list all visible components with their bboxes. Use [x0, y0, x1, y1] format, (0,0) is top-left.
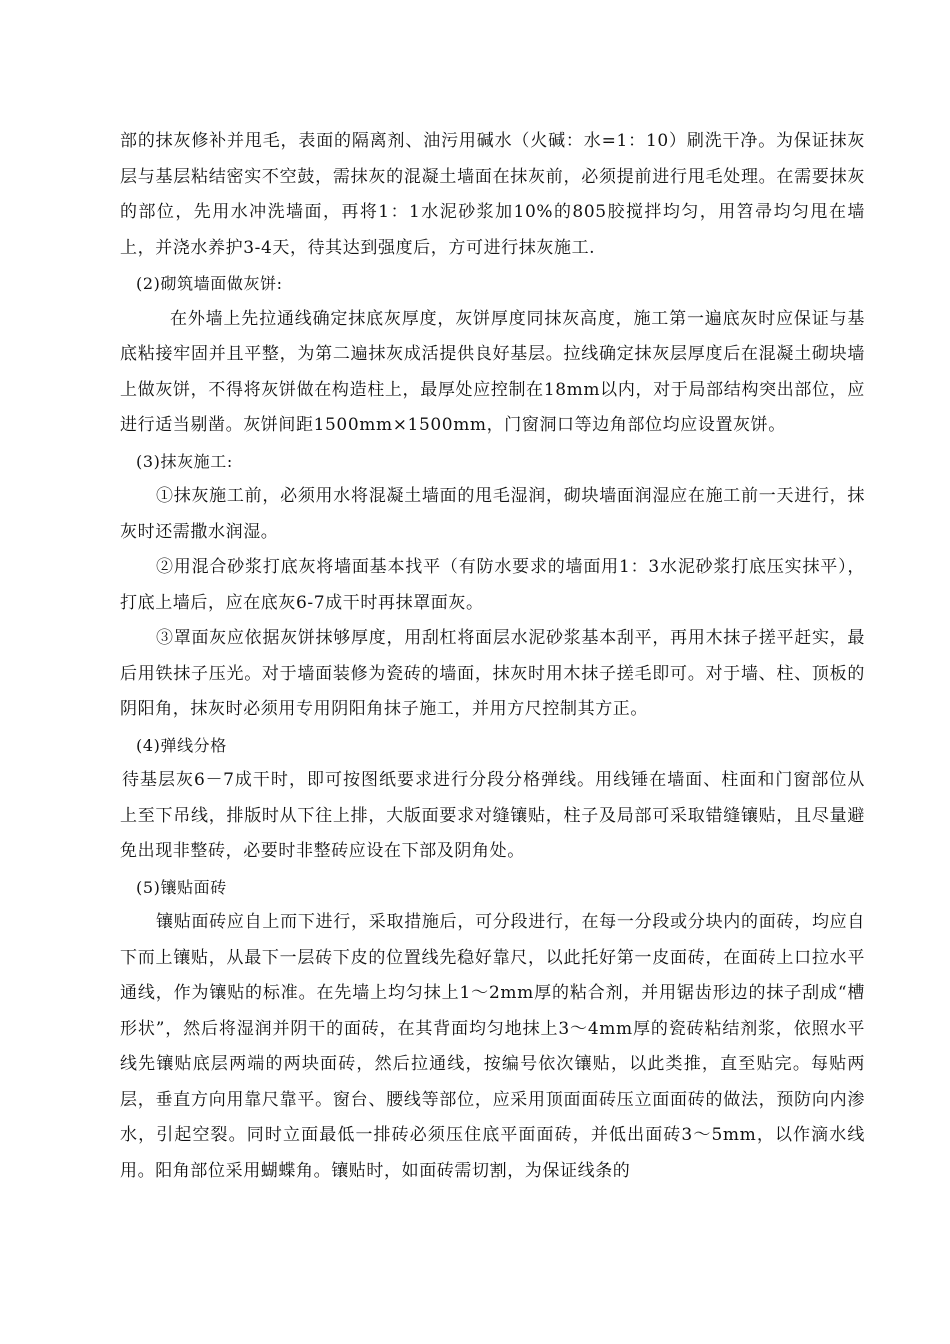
paragraph-line-marking: 待基层灰6－7成干时，即可按图纸要求进行分段分格弹线。用线锤在墙面、柱面和门窗部位从上至下吊线，排版时从下往上排，大版面要求对缝镶贴，柱子及局部可采取错缝镶贴，且尽量避免出现非整砖，必要时非整砖应设在下部及阴角处。	[120, 770, 865, 861]
paragraph-plastering-step-2: ②用混合砂浆打底灰将墙面基本找平（有防水要求的墙面用1：3水泥砂浆打底压实抹平），打底上墙后，应在底灰6-7成干时再抹罩面灰。	[120, 557, 865, 613]
heading-2-plaster-cakes: (2)砌筑墙面做灰饼:	[136, 274, 283, 293]
document-body	[120, 124, 865, 1189]
paragraph-plastering-step-1: ①抹灰施工前，必须用水将混凝土墙面的甩毛湿润，砌块墙面润湿应在施工前一天进行，抹灰时还需撒水润湿。	[120, 486, 865, 542]
heading-4-line-marking: (4)弹线分格	[136, 735, 227, 755]
heading-3-plastering: (3)抹灰施工:	[136, 451, 233, 471]
paragraph-plaster-cakes: 在外墙上先拉通线确定抹底灰厚度，灰饼厚度同抹灰高度，施工第一遍底灰时应保证与基底粘接牢固并且平整，为第二遍抹灰成活提供良好基层。拉线确定抹灰层厚度后在混凝土砌块墙上做灰饼，不得将灰饼做在构造柱上，最厚处应控制在18mm以内，对于局部结构突出部位，应进行适当剔凿。灰饼间距1500mm×1500mm，门窗洞口等边角部位均应设置灰饼。	[120, 308, 865, 435]
paragraph-plastering-step-3: ③罩面灰应依据灰饼抹够厚度，用刮杠将面层水泥砂浆基本刮平，再用木抹子搓平赶实，最后用铁抹子压光。对于墙面装修为瓷砖的墙面，抹灰时用木抹子搓毛即可。对于墙、柱、顶板的阴阳角，抹灰时必须用专用阴阳角抹子施工，并用方尺控制其方正。	[120, 628, 865, 719]
paragraph-surface-prep: 部的抹灰修补并甩毛，表面的隔离剂、油污用碱水（火碱：水=1：10）刷洗干净。为保证抹灰层与基层粘结密实不空鼓，需抹灰的混凝土墙面在抹灰前，必须提前进行甩毛处理。在需要抹灰的部位，先用水冲洗墙面，再将1：1水泥砂浆加10%的805胶搅拌均匀，用笤帚均匀甩在墙上，并浇水养护3-4天，待其达到强度后，方可进行抹灰施工.	[120, 131, 865, 258]
heading-5-tiling: (5)镶贴面砖	[136, 877, 227, 897]
paragraph-tiling: 镶贴面砖应自上而下进行，采取措施后，可分段进行，在每一分段或分块内的面砖，均应自下而上镶贴，从最下一层砖下皮的位置线先稳好靠尺，以此托好第一皮面砖，在面砖上口拉水平通线，作为镶贴的标准。在先墙上均匀抹上1～2mm厚的粘合剂，并用锯齿形边的抹子刮成“槽形状”，然后将湿润并阴干的面砖，在其背面均匀地抹上3～4mm厚的瓷砖粘结剂浆，依照水平线先镶贴底层两端的两块面砖，然后拉通线，按编号依次镶贴，以此类推，直至贴完。每贴两层，垂直方向用靠尺靠平。窗台、腰线等部位，应采用顶面面砖压立面面砖的做法，预防向内渗水，引起空裂。同时立面最低一排砖必须压住底平面面砖，并低出面砖3～5mm，以作滴水线用。阳角部位采用蝴蝶角。镶贴时，如面砖需切割，为保证线条的	[120, 912, 865, 1181]
